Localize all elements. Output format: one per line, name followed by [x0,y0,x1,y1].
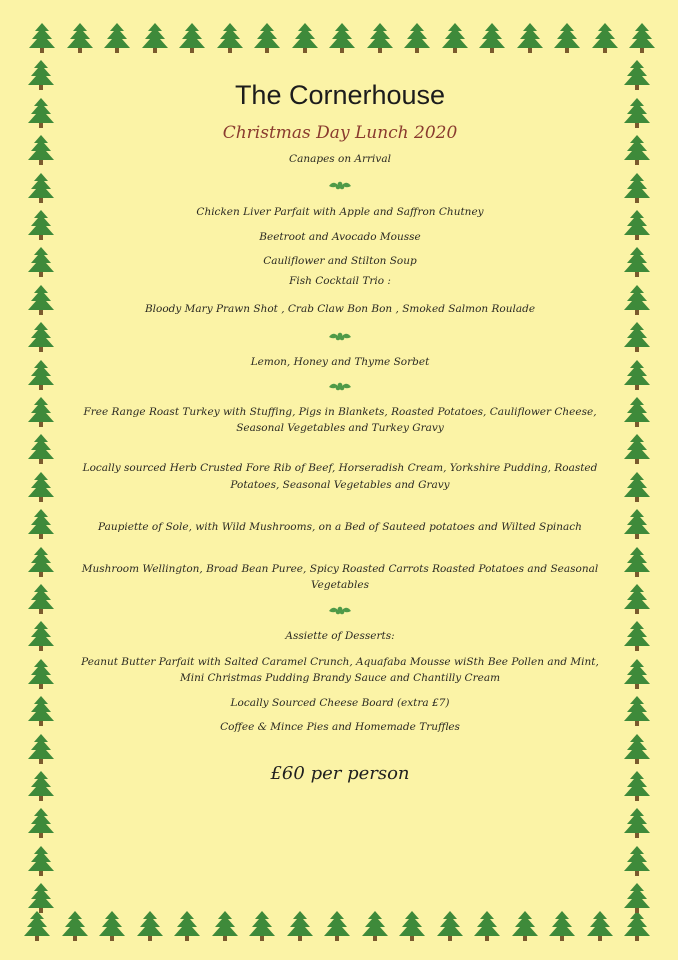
christmas-tree-icon [622,433,652,465]
christmas-tree-icon [247,910,277,942]
christmas-tree-icon [585,910,615,942]
christmas-tree-icon [622,807,652,839]
christmas-tree-icon [97,910,127,942]
starter-item: Fish Cocktail Trio : [289,275,391,288]
christmas-tree-icon [285,910,315,942]
christmas-tree-icon [622,910,652,942]
christmas-tree-icon [622,770,652,802]
price: £60 per person [270,763,410,785]
christmas-tree-icon [26,396,56,428]
christmas-tree-icon [26,733,56,765]
christmas-tree-icon [22,910,52,942]
christmas-tree-icon [622,471,652,503]
christmas-tree-icon [472,910,502,942]
christmas-tree-icon [622,882,652,914]
christmas-tree-icon [622,172,652,204]
christmas-tree-icon [210,910,240,942]
christmas-tree-icon [290,22,320,54]
christmas-tree-icon [27,22,57,54]
christmas-tree-icon [622,284,652,316]
christmas-tree-icon [622,733,652,765]
christmas-tree-icon [26,770,56,802]
christmas-tree-icon [622,396,652,428]
christmas-tree-icon [622,59,652,91]
main-item: Paupiette of Sole, with Wild Mushrooms, on a Bed of Sauteed potatoes and Wilted Spinach [98,520,582,533]
christmas-tree-icon [26,845,56,877]
christmas-tree-icon [622,246,652,278]
christmas-tree-icon [26,882,56,914]
christmas-tree-icon [26,658,56,690]
christmas-tree-icon [622,209,652,241]
menu-subtitle: Christmas Day Lunch 2020 [222,123,458,143]
christmas-tree-icon [26,209,56,241]
christmas-tree-icon [552,22,582,54]
christmas-tree-icon [140,22,170,54]
christmas-tree-icon [622,658,652,690]
christmas-tree-icon [322,910,352,942]
restaurant-title: The Cornerhouse [234,80,446,110]
christmas-tree-icon [622,546,652,578]
christmas-tree-icon [26,359,56,391]
christmas-tree-icon [26,97,56,129]
christmas-tree-icon [397,910,427,942]
christmas-tree-icon [26,284,56,316]
dessert-item: Peanut Butter Parfait with Salted Caramel Crunch, Aquafaba Mousse wiSth Bee Pollen and Mint, Mini Christmas Pudding Brandy Sauce and Chantilly Cream [81,655,599,685]
christmas-tree-icon [65,22,95,54]
christmas-tree-icon [26,471,56,503]
christmas-tree-icon [477,22,507,54]
christmas-tree-icon [215,22,245,54]
christmas-tree-icon [622,845,652,877]
desserts-heading: Assiette of Desserts: [285,629,395,642]
christmas-tree-icon [622,134,652,166]
holly-icon [328,177,352,193]
christmas-tree-icon [26,583,56,615]
starter-item: Cauliflower and Stilton Soup [263,254,417,267]
christmas-tree-icon [440,22,470,54]
main-item: Free Range Roast Turkey with Stuffing, Pigs in Blankets, Roasted Potatoes, Cauliflower Cheese, Seasonal Vegetables and Turkey Gravy [83,405,597,435]
christmas-tree-icon [360,910,390,942]
christmas-tree-icon [627,22,657,54]
menu [70,72,610,784]
christmas-tree-icon [26,246,56,278]
main-item: Mushroom Wellington, Broad Bean Puree, Spicy Roasted Carrots Roasted Potatoes and Seasonal Vegetables [81,563,599,592]
christmas-tree-icon [622,359,652,391]
christmas-tree-icon [26,620,56,652]
christmas-tree-icon [177,22,207,54]
holly-icon [328,378,352,394]
christmas-tree-icon [622,583,652,615]
christmas-tree-icon [402,22,432,54]
christmas-tree-icon [172,910,202,942]
main-item: Locally sourced Herb Crusted Fore Rib of Beef, Horseradish Cream, Yorkshire Pudding, Roasted Potatoes, Seasonal Vegetables and Gravy [82,462,598,491]
christmas-tree-icon [622,620,652,652]
christmas-tree-icon [622,508,652,540]
christmas-tree-icon [252,22,282,54]
christmas-tree-icon [590,22,620,54]
christmas-tree-icon [327,22,357,54]
christmas-tree-icon [622,97,652,129]
christmas-tree-icon [622,695,652,727]
starter-item: Bloody Mary Prawn Shot , Crab Claw Bon Bon , Smoked Salmon Roulade [144,303,536,316]
christmas-tree-icon [26,433,56,465]
christmas-tree-icon [135,910,165,942]
christmas-tree-icon [26,695,56,727]
christmas-tree-icon [26,172,56,204]
christmas-tree-icon [26,59,56,91]
sorbet-item: Lemon, Honey and Thyme Sorbet [250,355,430,368]
christmas-tree-icon [26,546,56,578]
holly-icon [328,328,352,344]
canapes-line: Canapes on Arrival [289,153,391,165]
christmas-tree-icon [547,910,577,942]
christmas-tree-icon [60,910,90,942]
starter-item: Chicken Liver Parfait with Apple and Saffron Chutney [196,206,484,219]
christmas-tree-icon [622,321,652,353]
christmas-tree-icon [26,321,56,353]
christmas-tree-icon [26,134,56,166]
christmas-tree-icon [26,508,56,540]
christmas-tree-icon [26,807,56,839]
christmas-tree-icon [435,910,465,942]
starter-item: Beetroot and Avocado Mousse [259,230,421,243]
dessert-item: Coffee & Mince Pies and Homemade Truffles [220,720,460,733]
christmas-tree-icon [510,910,540,942]
christmas-tree-icon [365,22,395,54]
christmas-tree-icon [515,22,545,54]
dessert-item: Locally Sourced Cheese Board (extra £7) [230,696,450,709]
holly-icon [328,602,352,618]
christmas-tree-icon [102,22,132,54]
